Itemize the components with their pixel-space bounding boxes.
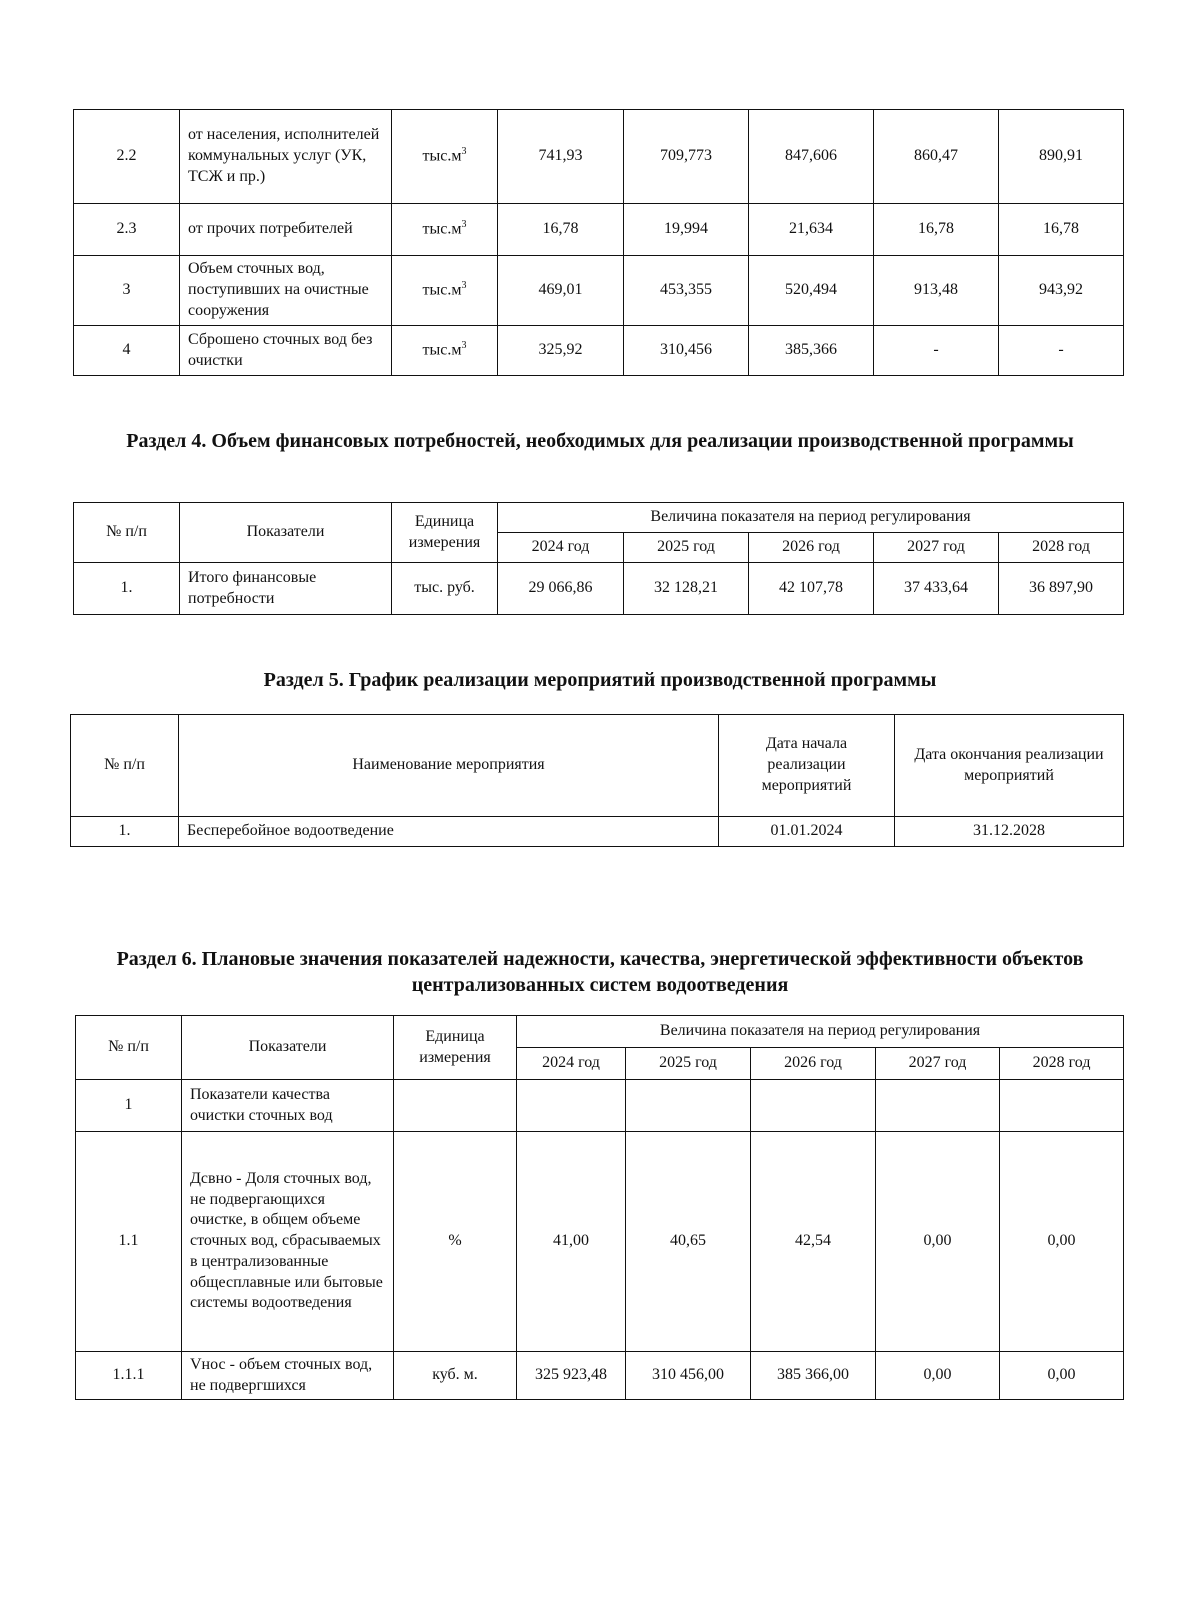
financial-needs-table	[73, 502, 1124, 615]
value-cell: 0,00	[876, 1352, 1000, 1400]
col-header-activity: Наименование мероприятия	[179, 715, 719, 817]
value-cell: 469,01	[498, 256, 624, 326]
value-cell: 943,92	[999, 256, 1124, 326]
section-6-title: Раздел 6. Плановые значения показателей надежности, качества, энергетической эффективности объектов централизованных систем водоотведения	[116, 948, 1084, 996]
unit-text: тыс.м	[422, 281, 462, 299]
indicator-name: Объем сточных вод, поступивших на очистные сооружения	[180, 256, 392, 326]
row-number: 1.	[74, 563, 180, 615]
year-header: 2025 год	[624, 533, 749, 563]
table-row	[76, 1132, 1124, 1352]
value-cell: 42 107,78	[749, 563, 874, 615]
value-cell: 520,494	[749, 256, 874, 326]
indicator-name: от населения, исполнителей коммунальных услуг (УК, ТСЖ и пр.)	[180, 110, 392, 204]
value-cell: 310,456	[624, 326, 749, 376]
year-header: 2028 год	[999, 533, 1124, 563]
table-row	[74, 256, 1124, 326]
year-header: 2027 год	[876, 1048, 1000, 1080]
value-cell: 325,92	[498, 326, 624, 376]
value-cell: 709,773	[624, 110, 749, 204]
value-cell: 16,78	[498, 204, 624, 256]
value-cell: 42,54	[751, 1132, 876, 1352]
value-cell: 890,91	[999, 110, 1124, 204]
value-cell: -	[999, 326, 1124, 376]
col-header-indicator: Показатели	[182, 1016, 394, 1080]
value-cell: 37 433,64	[874, 563, 999, 615]
row-number: 2.2	[74, 110, 180, 204]
value-cell: 847,606	[749, 110, 874, 204]
value-cell: -	[874, 326, 999, 376]
row-number: 1.1.1	[76, 1352, 182, 1400]
row-number: 1.1	[76, 1132, 182, 1352]
start-date: 01.01.2024	[719, 817, 895, 847]
unit-cell	[394, 1080, 517, 1132]
year-header: 2027 год	[874, 533, 999, 563]
value-cell: 385 366,00	[751, 1352, 876, 1400]
unit-cell: %	[394, 1132, 517, 1352]
header-row	[76, 1016, 1124, 1048]
reliability-indicators-table	[75, 1015, 1124, 1400]
indicator-name: Vнос - объем сточных вод, не подвергшихся	[182, 1352, 394, 1400]
year-header: 2024 год	[498, 533, 624, 563]
end-date: 31.12.2028	[895, 817, 1124, 847]
row-number: 2.3	[74, 204, 180, 256]
unit-exponent: 3	[461, 219, 467, 231]
value-cell	[517, 1080, 626, 1132]
value-cell: 16,78	[874, 204, 999, 256]
section-4-title: Раздел 4. Объем финансовых потребностей, необходимых для реализации производственной программы	[126, 430, 1074, 452]
indicator-name: Дсвно - Доля сточных вод, не подвергающихся очистке, в общем объеме сточных вод, сбрасываемых в централизованные общесплавные или бытовые системы водоотведения	[182, 1132, 394, 1352]
year-header: 2028 год	[1000, 1048, 1124, 1080]
table-row	[71, 817, 1124, 847]
indicator-name: от прочих потребителей	[180, 204, 392, 256]
value-cell	[1000, 1080, 1124, 1132]
unit-cell: тыс. руб.	[392, 563, 498, 615]
row-number: 3	[74, 256, 180, 326]
row-number: 4	[74, 326, 180, 376]
col-header-unit: Единица измерения	[392, 503, 498, 563]
unit-text: тыс.м	[422, 220, 462, 238]
col-header-indicator: Показатели	[180, 503, 392, 563]
value-cell: 453,355	[624, 256, 749, 326]
indicator-name: Итого финансовые потребности	[180, 563, 392, 615]
year-header: 2025 год	[626, 1048, 751, 1080]
unit-exponent: 3	[461, 146, 467, 158]
value-cell: 913,48	[874, 256, 999, 326]
indicator-name: Сброшено сточных вод без очистки	[180, 326, 392, 376]
value-cell: 310 456,00	[626, 1352, 751, 1400]
row-number: 1.	[71, 817, 179, 847]
year-header: 2026 год	[749, 533, 874, 563]
header-row	[74, 503, 1124, 533]
table-row	[74, 204, 1124, 256]
value-cell: 36 897,90	[999, 563, 1124, 615]
table-row	[74, 326, 1124, 376]
value-cell: 385,366	[749, 326, 874, 376]
value-cell: 21,634	[749, 204, 874, 256]
col-header-period: Величина показателя на период регулирования	[517, 1016, 1124, 1048]
unit-text: тыс.м	[422, 147, 462, 165]
header-row	[71, 715, 1124, 817]
unit-exponent: 3	[461, 280, 467, 292]
unit-cell	[392, 110, 498, 204]
value-cell: 41,00	[517, 1132, 626, 1352]
col-header-number: № п/п	[76, 1016, 182, 1080]
value-cell: 325 923,48	[517, 1352, 626, 1400]
table-row	[76, 1080, 1124, 1132]
col-header-start-date: Дата начала реализации мероприятий	[719, 715, 895, 817]
value-cell: 860,47	[874, 110, 999, 204]
value-cell: 0,00	[876, 1132, 1000, 1352]
unit-cell	[392, 256, 498, 326]
col-header-number: № п/п	[74, 503, 180, 563]
value-cell: 40,65	[626, 1132, 751, 1352]
section-5-title: Раздел 5. График реализации мероприятий производственной программы	[263, 669, 937, 691]
col-header-number: № п/п	[71, 715, 179, 817]
table-row	[76, 1352, 1124, 1400]
value-cell: 0,00	[1000, 1132, 1124, 1352]
value-cell: 29 066,86	[498, 563, 624, 615]
value-cell: 19,994	[624, 204, 749, 256]
indicator-name: Показатели качества очистки сточных вод	[182, 1080, 394, 1132]
unit-exponent: 3	[461, 340, 467, 352]
value-cell	[876, 1080, 1000, 1132]
unit-cell: куб. м.	[394, 1352, 517, 1400]
value-cell	[626, 1080, 751, 1132]
col-header-period: Величина показателя на период регулирования	[498, 503, 1124, 533]
unit-cell	[392, 326, 498, 376]
col-header-unit: Единица измерения	[394, 1016, 517, 1080]
year-header: 2024 год	[517, 1048, 626, 1080]
unit-cell	[392, 204, 498, 256]
table-row	[74, 110, 1124, 204]
row-number: 1	[76, 1080, 182, 1132]
table-row	[74, 563, 1124, 615]
activity-name: Бесперебойное водоотведение	[179, 817, 719, 847]
value-cell: 16,78	[999, 204, 1124, 256]
value-cell: 0,00	[1000, 1352, 1124, 1400]
col-header-end-date: Дата окончания реализации мероприятий	[895, 715, 1124, 817]
schedule-table	[70, 714, 1124, 847]
value-cell	[751, 1080, 876, 1132]
unit-text: тыс.м	[422, 341, 462, 359]
wastewater-volume-table	[73, 109, 1124, 376]
value-cell: 741,93	[498, 110, 624, 204]
year-header: 2026 год	[751, 1048, 876, 1080]
value-cell: 32 128,21	[624, 563, 749, 615]
